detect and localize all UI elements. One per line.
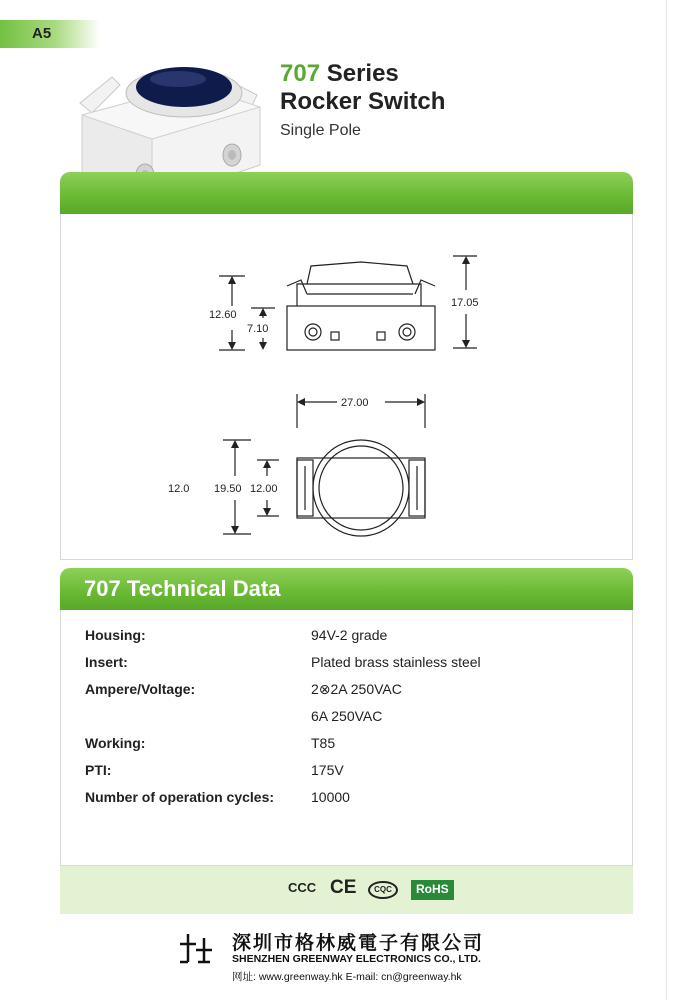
dim-side-base: 7.10 [247, 323, 269, 335]
dim-top-width: 27.00 [341, 397, 369, 409]
spec-label: Number of operation cycles: [85, 789, 275, 805]
spec-value: T85 [311, 735, 336, 751]
series-word: Series [326, 60, 399, 87]
dim-side-overall: 17.05 [451, 297, 479, 309]
spec-label: PTI: [85, 762, 112, 778]
dim-top-button: 12.00 [250, 483, 278, 495]
series-number: 707 [280, 60, 321, 87]
product-subtitle: Single Pole [280, 122, 361, 139]
company-logo-icon [176, 928, 216, 968]
spec-value: 175V [311, 762, 344, 778]
company-name-chinese: 深圳市格林威電子有限公司 [232, 932, 485, 954]
tech-data-title: 707 Technical Data [84, 576, 281, 601]
dim-top-body: 19.50 [214, 483, 242, 495]
page-edge-rule [666, 0, 667, 1000]
cqc-mark: CQC [368, 881, 398, 899]
rohs-mark: RoHS [411, 880, 454, 900]
tech-data-panel [60, 610, 633, 866]
spec-label: Ampere/Voltage: [85, 681, 196, 697]
dim-side-total: 12.60 [209, 309, 237, 321]
spec-value: 2⊗2A 250VAC [311, 681, 402, 697]
ccc-mark: CCC [288, 880, 317, 895]
tech-data-header [60, 568, 633, 610]
dimension-drawing [61, 214, 634, 560]
spec-label: Insert: [85, 654, 128, 670]
product-name: Rocker Switch [280, 88, 446, 115]
spec-value: 10000 [311, 789, 350, 805]
page-tag [0, 20, 100, 48]
dimension-drawing-panel [60, 214, 633, 560]
spec-value: Plated brass stainless steel [311, 654, 481, 670]
spec-value: 6A 250VAC [311, 708, 383, 724]
drawing-section-header [60, 172, 633, 214]
company-name-english: SHENZHEN GREENWAY ELECTRONICS CO., LTD. [232, 953, 481, 965]
side-view-base [287, 306, 435, 350]
series-title [280, 60, 445, 88]
spec-label: Housing: [85, 627, 146, 643]
certification-strip [60, 866, 633, 914]
spec-value: 94V-2 grade [311, 627, 388, 643]
spec-label: Working: [85, 735, 146, 751]
page-tag-label: A5 [32, 25, 52, 42]
company-contact: 网址: www.greenway.hk E-mail: cn@greenway.hk [232, 971, 462, 983]
dim-top-outer: 12.0 [168, 483, 190, 495]
ce-mark: CE [330, 877, 357, 898]
title-block [280, 60, 445, 140]
